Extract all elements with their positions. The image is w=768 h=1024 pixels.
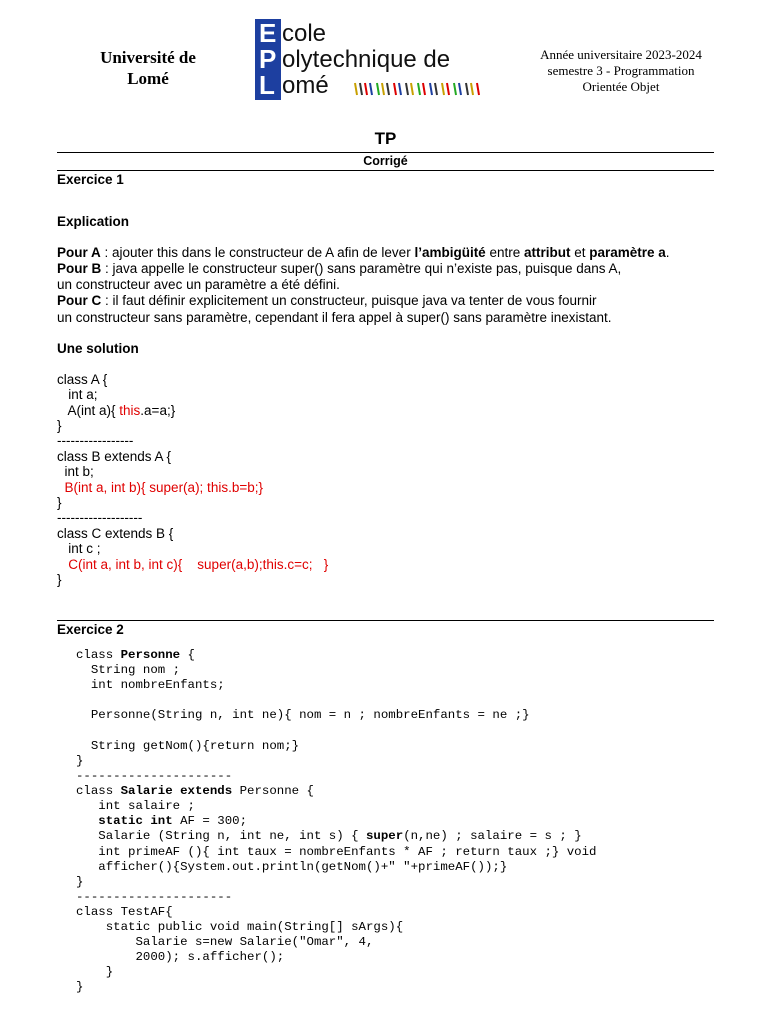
exercise2-heading: Exercice 2	[57, 622, 124, 637]
epl-logo	[255, 19, 485, 100]
pour-a-text4: .	[665, 245, 670, 260]
code-bold: super	[366, 829, 404, 843]
pour-b-text-line2: un constructeur avec un paramètre a été défini.	[57, 277, 340, 292]
academic-year-info: Année universitaire 2023-2024 semestre 3 - Programmation Orientée Objet	[540, 47, 702, 94]
code-line: }	[57, 495, 62, 510]
pour-b-text: : java appelle le constructeur super() sans paramètre qui n’existe pas, puisque dans A,	[101, 261, 622, 276]
logo-barcode-decoration	[353, 79, 483, 99]
code-bold: Personne	[120, 648, 181, 662]
code-line: }	[76, 754, 84, 768]
pour-a-bold-ambiguite: l’ambigüité	[414, 245, 486, 260]
code-line: String nom ;	[76, 663, 181, 677]
code-text: class	[76, 648, 121, 662]
code-line: Personne(String n, int ne){ nom = n ; nombreEnfants = ne ;}	[76, 708, 530, 722]
code-line-highlight: C(int a, int b, int c){ super(a,b);this.c=c; }	[57, 557, 329, 572]
pour-b-label: Pour B	[57, 261, 102, 276]
code-line	[76, 648, 195, 663]
pour-a-text1: : ajouter this dans le constructeur de A afin de lever	[100, 245, 415, 260]
pour-a-paragraph	[57, 245, 670, 261]
pour-c-text-line2: un constructeur sans paramètre, cependant il fera appel à super() sans paramètre inexistant.	[57, 310, 612, 325]
code-line: int nombreEnfants;	[76, 678, 225, 692]
code-bold: Salarie extends	[120, 784, 233, 798]
code-line: }	[76, 965, 114, 979]
code-text: A(int a){	[57, 403, 120, 418]
explanation-heading: Explication	[57, 214, 130, 229]
code-separator: -------------------	[57, 510, 143, 525]
code-line: int primeAF (){ int taux = nombreEnfants * AF ; return taux ;} void	[76, 845, 597, 859]
pour-a-bold-attribut: attribut	[523, 245, 571, 260]
code-line: }	[76, 980, 84, 994]
pour-a-label: Pour A	[57, 245, 101, 260]
code-text: {	[180, 648, 195, 662]
code-text: AF = 300;	[172, 814, 248, 828]
logo-letter-l: L	[259, 70, 275, 100]
code-line: class B extends A {	[57, 449, 172, 464]
code-line: String getNom(){return nom;}	[76, 739, 300, 753]
pour-c-paragraph	[57, 293, 597, 309]
exercise1-heading: Exercice 1	[57, 172, 124, 187]
code-text: Salarie (String n, int ne, int s) {	[76, 829, 366, 843]
logo-word-polytechnique: olytechnique de	[282, 46, 451, 73]
code-line: static public void main(String[] sArgs){	[76, 920, 404, 934]
code-line: 2000); s.afficher();	[76, 950, 285, 964]
pour-a-bold-parametre: paramètre a	[589, 245, 666, 260]
logo-letter-p: P	[259, 44, 277, 74]
exercise2-rule	[57, 620, 714, 621]
code-text: Personne {	[232, 784, 314, 798]
code-line-highlight: B(int a, int b){ super(a); this.b=b;}	[57, 480, 263, 495]
code-line: }	[57, 572, 62, 587]
code-line	[76, 814, 247, 829]
solution-heading: Une solution	[57, 341, 139, 356]
code-separator: ---------------------	[76, 890, 233, 904]
pour-b-paragraph	[57, 261, 621, 277]
code-line: Salarie s=new Salarie("Omar", 4,	[76, 935, 374, 949]
code-separator: -----------------	[57, 433, 134, 448]
code-line: }	[76, 875, 84, 889]
page-title: TP	[374, 129, 397, 148]
code-line: int a;	[57, 387, 98, 402]
pour-c-text: : il faut définir explicitement un constructeur, puisque java va tenter de vous fournir	[101, 293, 597, 308]
code-text: (n,ne) ; salaire = s ; }	[403, 829, 582, 843]
logo-word-lome: omé	[282, 72, 329, 99]
code-bold: static int	[76, 814, 173, 828]
code-separator: ---------------------	[76, 769, 233, 783]
code-line: int salaire ;	[76, 799, 195, 813]
code-line	[76, 829, 582, 844]
code-line	[76, 784, 314, 799]
code-text: .a=a;}	[140, 403, 176, 418]
code-line: afficher(){System.out.println(getNom()+" "+primeAF());}	[76, 860, 508, 874]
logo-letter-e: E	[259, 18, 277, 48]
code-text: class	[76, 784, 121, 798]
logo-word-cole: cole	[282, 20, 327, 47]
university-name: Université de Lomé	[100, 48, 196, 88]
pour-a-text3: et	[570, 245, 590, 260]
pour-a-text2: entre	[485, 245, 524, 260]
code-line: }	[57, 418, 62, 433]
code-line: class C extends B {	[57, 526, 174, 541]
title-rule-bottom	[57, 170, 714, 171]
pour-c-label: Pour C	[57, 293, 102, 308]
code-line: int b;	[57, 464, 94, 479]
title-rule-top	[57, 152, 714, 153]
page-subtitle: Corrigé	[363, 154, 408, 168]
code-line: class A {	[57, 372, 108, 387]
code-line: int c ;	[57, 541, 101, 556]
code-highlight-this: this	[119, 403, 141, 418]
code-line: class TestAF{	[76, 905, 173, 919]
code-line	[57, 403, 175, 419]
